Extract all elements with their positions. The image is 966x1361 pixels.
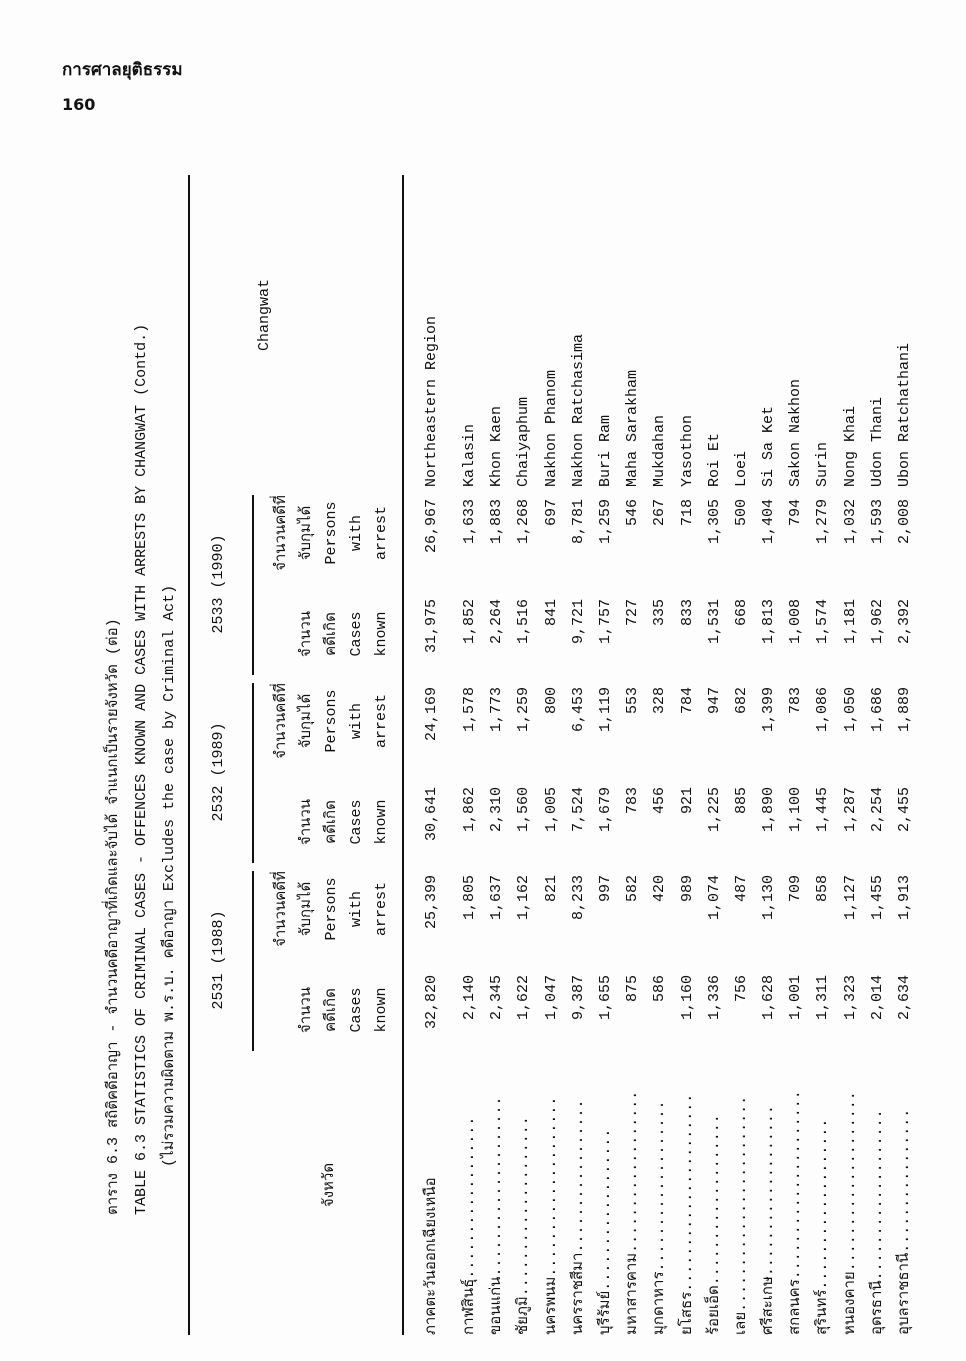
cases-known-value: 1,323 xyxy=(841,975,859,1021)
cases-known-value: 756 xyxy=(732,975,750,1003)
changwat-thai: อุบลราชธานี................ xyxy=(896,1108,913,1335)
table-row xyxy=(728,175,755,1335)
changwat-english: Northeastern Region xyxy=(423,315,440,487)
persons-arrest-value: 267 xyxy=(651,499,669,527)
persons-arrest-value: 1,686 xyxy=(868,687,886,733)
persons-arrest-value: 1,805 xyxy=(461,875,478,921)
changwat-english: Udon Thani xyxy=(868,396,886,487)
cases-known-value: 2,634 xyxy=(896,975,913,1021)
cases-known-value: 727 xyxy=(624,599,642,627)
page-header xyxy=(62,56,183,114)
cases-known-value: 1,287 xyxy=(841,787,859,833)
persons-arrest-value: 783 xyxy=(787,687,805,715)
persons-arrest-value: 2,008 xyxy=(896,499,913,545)
table-row xyxy=(837,175,864,1335)
persons-arrest-value: 709 xyxy=(787,875,805,903)
cases-known-value: 1,181 xyxy=(841,599,859,645)
cases-known-value: 1,852 xyxy=(461,599,478,645)
cases-known-value: 335 xyxy=(651,599,669,627)
persons-arrest-value: 24,169 xyxy=(423,687,440,742)
cases-known-value: 1,445 xyxy=(814,787,832,833)
persons-arrest-value: 1,399 xyxy=(760,687,778,733)
cases-known-value: 668 xyxy=(732,599,750,627)
cases-known-value: 1,890 xyxy=(760,787,778,833)
changwat-thai: ยโสธร...................... xyxy=(678,1093,696,1335)
cases-known-value: 1,005 xyxy=(542,787,560,833)
cases-known-value: 2,140 xyxy=(461,975,478,1021)
changwat-english: Si Sa Ket xyxy=(760,405,778,487)
cases-known-value: 1,516 xyxy=(515,599,533,645)
year-group-header xyxy=(210,677,227,867)
persons-arrest-value: 682 xyxy=(732,687,750,715)
changwat-thai: สกลนคร..................... xyxy=(787,1090,805,1335)
changwat-english: Buri Ram xyxy=(596,414,614,487)
journal-title: การศาลยุติธรรม xyxy=(62,60,183,80)
cases-known-value: 1,160 xyxy=(678,975,696,1021)
cases-known-value: 1,531 xyxy=(705,599,723,645)
cases-known-value: 1,100 xyxy=(787,787,805,833)
english-column-label: Changwat xyxy=(256,279,273,352)
changwat-english: Loei xyxy=(732,450,750,487)
cases-known-value: 1,225 xyxy=(705,787,723,833)
table-body xyxy=(418,175,918,1335)
changwat-english: Maha Sarakham xyxy=(624,369,642,487)
table-subtitle: (ไม่รวมความผิดตาม พ.ร.บ. คดีอาญา Excludes the case by Criminal Act) xyxy=(161,584,178,1167)
table-row xyxy=(755,175,782,1335)
changwat-thai: ชัยภูมิ.................... xyxy=(515,1116,533,1335)
table-row xyxy=(483,175,510,1335)
year-group-header xyxy=(210,489,227,679)
cases-known-value: 1,757 xyxy=(596,599,614,645)
cases-known-header: จำนวน คดีเกิด Cases known xyxy=(298,798,390,846)
changwat-thai: สุรินทร์................... xyxy=(814,1118,832,1335)
cases-known-value: 32,820 xyxy=(423,975,440,1030)
cases-known-value: 1,336 xyxy=(705,975,723,1021)
table-row xyxy=(646,175,673,1335)
year-underline xyxy=(252,871,254,1051)
persons-arrest-value: 8,781 xyxy=(569,499,587,545)
persons-arrest-value: 8,233 xyxy=(569,875,587,921)
cases-known-value: 2,345 xyxy=(488,975,506,1021)
persons-arrest-value: 487 xyxy=(732,875,750,903)
changwat-english: Roi Et xyxy=(705,432,723,487)
persons-arrest-value: 1,050 xyxy=(841,687,859,733)
persons-arrest-value: 794 xyxy=(787,499,805,527)
table-row xyxy=(538,175,565,1335)
table-row xyxy=(619,175,646,1335)
table-row xyxy=(782,175,809,1335)
changwat-thai: อุดรธานี................... xyxy=(868,1109,886,1335)
persons-arrest-value: 1,279 xyxy=(814,499,832,545)
changwat-english: Ubon Ratchathani xyxy=(896,342,913,487)
cases-known-value: 1,655 xyxy=(596,975,614,1021)
cases-known-value: 841 xyxy=(542,599,560,627)
cases-known-value: 1,628 xyxy=(760,975,778,1021)
persons-arrest-value: 1,130 xyxy=(760,875,778,921)
table-top-rule xyxy=(188,175,190,1335)
cases-known-value: 833 xyxy=(678,599,696,627)
changwat-english: Yasothon xyxy=(678,414,696,487)
persons-arrest-header: จำนวนคดีที่ จับกุมได้ Persons with arrest xyxy=(273,871,390,947)
persons-arrest-value: 718 xyxy=(678,499,696,527)
cases-known-value: 9,387 xyxy=(569,975,587,1021)
cases-known-value: 1,311 xyxy=(814,975,832,1021)
cases-known-value: 1,008 xyxy=(787,599,805,645)
persons-arrest-value: 26,967 xyxy=(423,499,440,554)
changwat-thai: มหาสารคาม.................. xyxy=(624,1090,642,1335)
persons-arrest-value: 947 xyxy=(705,687,723,715)
persons-arrest-value: 1,455 xyxy=(868,875,886,921)
table-title-english: TABLE 6.3 STATISTICS OF CRIMINAL CASES - OFFENCES KNOWN AND CASES WITH ARRESTS BY CHANGWAT (Contd.) xyxy=(133,323,150,1215)
table-row xyxy=(565,175,592,1335)
persons-arrest-value: 1,162 xyxy=(515,875,533,921)
table-row xyxy=(674,175,701,1335)
persons-arrest-value: 1,305 xyxy=(705,499,723,545)
persons-arrest-value: 821 xyxy=(542,875,560,903)
cases-known-value: 1,679 xyxy=(596,787,614,833)
persons-arrest-value: 500 xyxy=(732,499,750,527)
cases-known-value: 2,264 xyxy=(488,599,506,645)
rotated-table xyxy=(100,140,913,1335)
persons-arrest-value: 800 xyxy=(542,687,560,715)
persons-arrest-value: 1,593 xyxy=(868,499,886,545)
cases-known-value: 1,574 xyxy=(814,599,832,645)
changwat-thai: กาฬสินธุ์.................. xyxy=(461,1116,478,1335)
thai-column-label: จังหวัด xyxy=(321,1162,338,1208)
year-underline xyxy=(252,495,254,675)
persons-arrest-value: 1,119 xyxy=(596,687,614,733)
table-row xyxy=(864,175,891,1335)
table-row xyxy=(592,175,619,1335)
persons-arrest-value: 328 xyxy=(651,687,669,715)
persons-arrest-value: 553 xyxy=(624,687,642,715)
cases-known-value: 456 xyxy=(651,787,669,815)
persons-arrest-value: 546 xyxy=(624,499,642,527)
cases-known-value: 2,254 xyxy=(868,787,886,833)
persons-arrest-value: 858 xyxy=(814,875,832,903)
cases-known-value: 875 xyxy=(624,975,642,1003)
changwat-english: Sakon Nakhon xyxy=(787,378,805,487)
cases-known-value: 1,862 xyxy=(461,787,478,833)
changwat-english: Mukdahan xyxy=(651,414,669,487)
persons-arrest-value: 6,453 xyxy=(569,687,587,733)
cases-known-value: 30,641 xyxy=(423,787,440,842)
persons-arrest-value: 1,032 xyxy=(841,499,859,545)
persons-arrest-value: 1,404 xyxy=(760,499,778,545)
changwat-thai: นครพนม.................... xyxy=(542,1096,560,1335)
cases-known-value: 586 xyxy=(651,975,669,1003)
table-row xyxy=(701,175,728,1335)
cases-known-value: 1,001 xyxy=(787,975,805,1021)
table-title-block xyxy=(100,324,184,1215)
page-number: 160 xyxy=(62,95,96,114)
persons-arrest-value: 697 xyxy=(542,499,560,527)
cases-known-value: 1,962 xyxy=(868,599,886,645)
persons-arrest-value: 1,633 xyxy=(461,499,478,545)
changwat-thai: ขอนแก่น.................... xyxy=(488,1096,506,1335)
persons-arrest-value: 1,773 xyxy=(488,687,506,733)
cases-known-value: 921 xyxy=(678,787,696,815)
changwat-english: Chaiyaphum xyxy=(515,396,533,487)
changwat-english: Nakhon Ratchasima xyxy=(569,333,587,487)
changwat-english: Khon Kaen xyxy=(488,405,506,487)
table-row xyxy=(418,175,456,1335)
persons-arrest-value: 1,259 xyxy=(596,499,614,545)
persons-arrest-value: 997 xyxy=(596,875,614,903)
changwat-thai: ร้อยเอ็ด................... xyxy=(705,1114,723,1335)
changwat-thai: บุรีรัมย์.................. xyxy=(596,1128,614,1335)
table-row xyxy=(510,175,537,1335)
persons-arrest-value: 989 xyxy=(678,875,696,903)
cases-known-value: 31,975 xyxy=(423,599,440,654)
persons-arrest-header: จำนวนคดีที่ จับกุมได้ Persons with arrest xyxy=(273,683,390,759)
changwat-thai: นครราชสีมา................. xyxy=(569,1099,587,1335)
persons-arrest-value: 784 xyxy=(678,687,696,715)
persons-arrest-value: 1,127 xyxy=(841,875,859,921)
changwat-thai: หนองคาย.................... xyxy=(841,1091,859,1335)
persons-arrest-value: 582 xyxy=(624,875,642,903)
year-group-header xyxy=(210,865,227,1055)
persons-arrest-value: 1,268 xyxy=(515,499,533,545)
cases-known-header: จำนวน คดีเกิด Cases known xyxy=(298,986,390,1034)
cases-known-value: 1,560 xyxy=(515,787,533,833)
cases-known-value: 7,524 xyxy=(569,787,587,833)
year-label: 2533 (1990) xyxy=(210,534,227,634)
table-header xyxy=(196,175,396,1335)
cases-known-value: 2,014 xyxy=(868,975,886,1021)
persons-arrest-header: จำนวนคดีที่ จับกุมได้ Persons with arrest xyxy=(273,495,390,571)
table-row xyxy=(809,175,836,1335)
cases-known-value: 1,622 xyxy=(515,975,533,1021)
year-label: 2532 (1989) xyxy=(210,722,227,822)
changwat-english: Kalasin xyxy=(461,423,478,487)
persons-arrest-value: 1,086 xyxy=(814,687,832,733)
persons-arrest-value: 1,883 xyxy=(488,499,506,545)
persons-arrest-value: 420 xyxy=(651,875,669,903)
persons-arrest-value: 1,913 xyxy=(896,875,913,921)
year-underline xyxy=(252,683,254,863)
cases-known-value: 1,047 xyxy=(542,975,560,1021)
changwat-english: Surin xyxy=(814,441,832,487)
table-row xyxy=(891,175,918,1335)
persons-arrest-value: 25,399 xyxy=(423,875,440,930)
cases-known-value: 2,392 xyxy=(896,599,913,645)
table-row xyxy=(456,175,483,1335)
table-header-rule xyxy=(402,175,404,1335)
changwat-thai: มุกดาหาร................... xyxy=(651,1100,669,1335)
persons-arrest-value: 1,578 xyxy=(461,687,478,733)
changwat-thai: ศรีสะเกษ................... xyxy=(760,1105,778,1335)
cases-known-value: 885 xyxy=(732,787,750,815)
changwat-thai: ภาคตะวันออกเฉียงเหนือ xyxy=(423,1177,440,1335)
table-title-thai: ตาราง 6.3 สถิติคดีอาญา - จำนวนคดีอาญาที่เกิดและจับได้ จำแนกเป็นรายจังหวัด (ต่อ) xyxy=(105,618,122,1215)
changwat-thai: เลย........................ xyxy=(732,1095,750,1335)
cases-known-value: 2,455 xyxy=(896,787,913,833)
persons-arrest-value: 1,889 xyxy=(896,687,913,733)
cases-known-value: 2,310 xyxy=(488,787,506,833)
cases-known-header: จำนวน คดีเกิด Cases known xyxy=(298,610,390,658)
persons-arrest-value: 1,074 xyxy=(705,875,723,921)
changwat-english: Nong Khai xyxy=(841,405,859,487)
cases-known-value: 1,813 xyxy=(760,599,778,645)
persons-arrest-value: 1,637 xyxy=(488,875,506,921)
persons-arrest-value: 1,259 xyxy=(515,687,533,733)
year-label: 2531 (1988) xyxy=(210,910,227,1010)
cases-known-value: 783 xyxy=(624,787,642,815)
cases-known-value: 9,721 xyxy=(569,599,587,645)
changwat-english: Nakhon Phanom xyxy=(542,369,560,487)
